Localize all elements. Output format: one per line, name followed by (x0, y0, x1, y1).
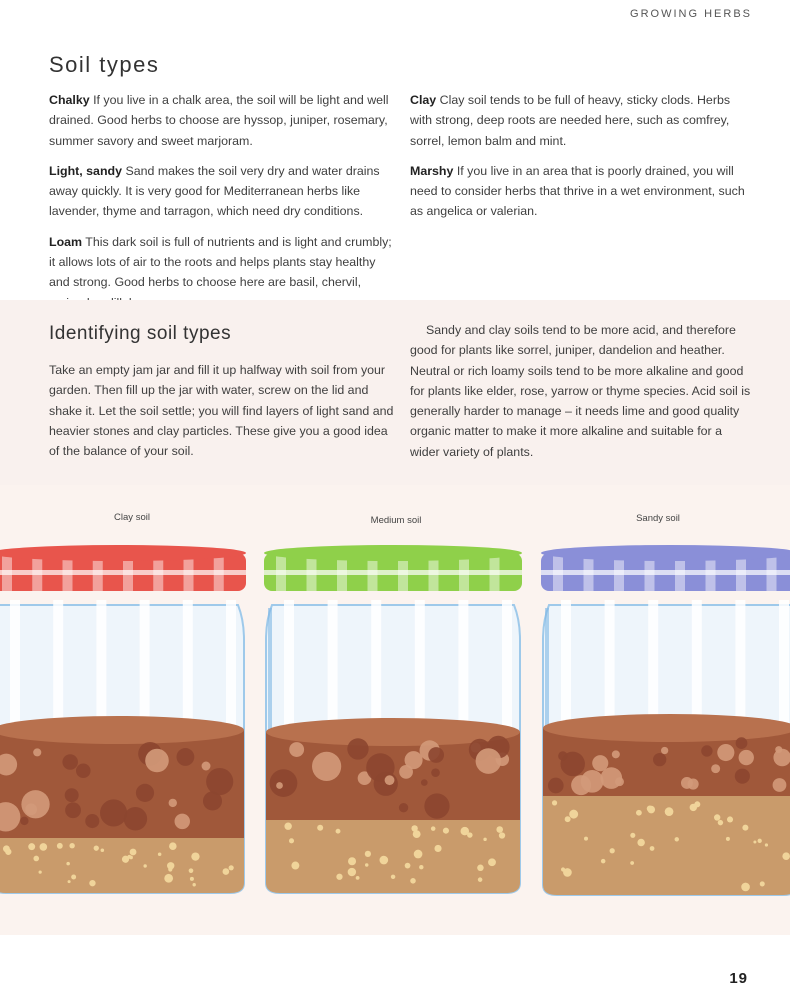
soil-speck (717, 744, 734, 761)
sand-speck (630, 861, 634, 865)
soil-speck (76, 763, 91, 778)
soil-speck (169, 799, 177, 807)
sand-speck (742, 825, 748, 831)
clay-term: Clay (410, 93, 437, 107)
sand-speck (71, 874, 76, 879)
sand-speck (675, 837, 679, 841)
sand-speck (164, 874, 173, 883)
soil-speck (424, 793, 449, 818)
sand-speck (760, 881, 765, 886)
sand-speck (40, 843, 48, 851)
sand-speck (356, 876, 360, 880)
jar-1 (0, 545, 246, 893)
sand-speck (66, 862, 70, 866)
section-title-soil-types: Soil types (49, 52, 160, 77)
sand-speck (727, 816, 733, 822)
soil-speck (347, 738, 368, 759)
sand-speck (563, 868, 572, 877)
glass-highlight (10, 600, 20, 730)
sand-speck (191, 852, 199, 860)
sand-speck (483, 838, 486, 841)
sand-speck (223, 868, 230, 875)
sand-speck (753, 840, 756, 843)
sand-speck (630, 833, 635, 838)
soil-speck (739, 750, 754, 765)
loam-text: This dark soil is full of nutrients and is light and crumbly; it allows lots of air to the roots and helps plants stay healthy and strong. Good herbs to choose here are basil, chervil, (49, 234, 392, 290)
sandy-text: Sand makes the soil very dry and water drains away quickly. It is very good for Mediterranean herbs like lavender, thyme and tarragon, which need dry conditions. (49, 163, 380, 219)
soil-speck (773, 778, 787, 792)
sand-layer (266, 820, 520, 893)
lid-band (0, 570, 246, 575)
sand-speck (143, 864, 146, 867)
soil-speck (65, 802, 81, 818)
sand-speck (89, 880, 95, 886)
sand-speck (690, 804, 697, 811)
soil-speck (399, 803, 408, 812)
soil-speck (421, 779, 428, 786)
sand-speck (317, 825, 323, 831)
sand-speck (94, 845, 99, 850)
sand-speck (758, 839, 762, 843)
identifying-para-2: Sandy and clay soils tend to be more acid, and therefore good for plants like sorrel, juniper, dandelion and heather. Neutral or rich loamy soils tend to be more alkaline and good for plants like elder, rose, yarrow or thyme species. Acid soil is generally harder to manage – it needs lime and good quality organic matter to make it more alkaline and suitable for a wider variety of plants. (410, 323, 751, 459)
sand-speck (57, 843, 63, 849)
sandy-term: Light, sandy (49, 163, 122, 178)
sand-speck (101, 848, 105, 852)
sand-speck (414, 850, 423, 859)
sand-speck (39, 870, 42, 873)
sand-speck (431, 826, 436, 831)
sand-speck (336, 874, 342, 880)
jar-label-medium: Medium soil (370, 515, 422, 526)
sand-speck (229, 865, 234, 870)
chalky-term: Chalky (49, 93, 90, 107)
sand-speck (647, 806, 655, 814)
glass-highlight (561, 600, 571, 728)
glass-highlight (284, 600, 294, 732)
sand-speck (650, 846, 655, 851)
sand-speck (291, 862, 299, 870)
sand-speck (169, 842, 177, 850)
sand-speck (28, 843, 35, 850)
soil-speck (653, 753, 666, 766)
soil-speck (21, 790, 49, 818)
soil-speck (476, 748, 502, 774)
soil-speck (276, 782, 283, 789)
soil-speck (600, 767, 622, 789)
sand-speck (782, 852, 790, 860)
soil-speck (33, 748, 41, 756)
bottom-band (0, 935, 790, 1000)
lid-top (264, 545, 522, 561)
sand-speck (365, 851, 371, 857)
soil-speck (701, 745, 712, 756)
lid-top (0, 545, 246, 561)
soil-speck (65, 788, 79, 802)
lid-top (541, 545, 790, 561)
soil-speck (428, 747, 444, 763)
sand-speck (410, 878, 416, 884)
glass-highlight (140, 600, 150, 730)
sand-speck (33, 856, 39, 862)
running-head: GROWING HERBS (630, 8, 752, 20)
soil-speck (571, 775, 591, 795)
soil-speck (775, 746, 782, 753)
soil-speck (711, 764, 720, 773)
soil-speck (202, 762, 211, 771)
soil-speck (100, 799, 127, 826)
glass-highlight (53, 600, 63, 730)
soil-speck (548, 778, 564, 794)
soil-speck (145, 749, 169, 773)
glass-highlight (648, 600, 658, 728)
identifying-para-1: Take an empty jam jar and fill it up halfway with soil from your garden. Then fill up the jar with water, screw on the lid and shake it. Let the soil settle; you will find layers of light sand and heavier stones and clay particles. These give you a good idea of the balance of your soil. (49, 363, 394, 459)
sand-speck (565, 816, 571, 822)
sand-speck (488, 858, 496, 866)
sand-speck (499, 832, 505, 838)
sand-speck (348, 857, 356, 865)
soil-speck (175, 814, 190, 829)
soil-top (543, 714, 790, 742)
glass-highlight (371, 600, 381, 732)
soil-top (0, 716, 244, 744)
sand-speck (68, 880, 71, 883)
soil-speck (176, 748, 194, 766)
sand-speck (122, 856, 129, 863)
soil-speck (270, 769, 298, 797)
glass-highlight (96, 600, 106, 730)
sand-speck (765, 843, 768, 846)
sand-speck (496, 826, 503, 833)
sand-speck (419, 865, 423, 869)
soil-speck (289, 742, 304, 757)
soil-speck (385, 775, 395, 785)
soil-speck (405, 751, 423, 769)
sand-speck (405, 863, 411, 869)
sand-speck (477, 865, 484, 872)
sand-speck (741, 883, 750, 892)
sand-speck (714, 814, 720, 820)
glass-highlight (415, 600, 425, 732)
soil-speck (558, 751, 567, 760)
sand-speck (365, 863, 368, 866)
sand-speck (158, 852, 162, 856)
sand-speck (411, 825, 417, 831)
jar-2 (264, 545, 522, 893)
soil-speck (124, 807, 148, 831)
marshy-text: If you live in an area that is poorly drained, you will need to consider herbs that thrive in a wet environment, such as angelica or valerian. (410, 163, 745, 219)
loam-term: Loam (49, 234, 83, 249)
sand-speck (189, 868, 194, 873)
soil-speck (661, 747, 668, 754)
soil-speck (136, 784, 154, 802)
soil-speck (688, 779, 699, 790)
sand-speck (69, 843, 74, 848)
sand-speck (601, 859, 606, 864)
sand-speck (348, 868, 356, 876)
sand-speck (130, 849, 137, 856)
jar-3 (541, 545, 790, 895)
lid-band (264, 570, 522, 575)
sand-speck (636, 810, 642, 816)
soil-speck (431, 768, 440, 777)
glass-highlight (779, 600, 789, 728)
jar-label-clay: Clay soil (114, 512, 150, 523)
page-number: 19 (729, 970, 748, 987)
sand-speck (284, 823, 291, 830)
soil-speck (736, 737, 748, 749)
sand-speck (379, 856, 388, 865)
jar-label-sandy: Sandy soil (636, 513, 680, 524)
soil-speck (206, 768, 233, 795)
soil-speck (612, 750, 620, 758)
glass-highlight (328, 600, 338, 732)
sand-speck (3, 845, 10, 852)
glass-highlight (458, 600, 468, 732)
soil-speck (62, 754, 78, 770)
sand-speck (190, 877, 194, 881)
sand-speck (289, 838, 294, 843)
sand-layer (0, 838, 244, 893)
glass-highlight (183, 600, 193, 730)
marshy-term: Marshy (410, 163, 454, 178)
sand-speck (168, 867, 172, 871)
sand-speck (336, 829, 341, 834)
sand-speck (391, 875, 395, 879)
soil-speck (20, 817, 28, 825)
section-title-identifying: Identifying soil types (49, 323, 232, 344)
sand-speck (637, 839, 644, 846)
sand-speck (665, 807, 674, 816)
soil-speck (312, 752, 341, 781)
sand-speck (584, 837, 588, 841)
sand-speck (192, 883, 195, 886)
sand-speck (129, 856, 133, 860)
sand-speck (718, 820, 723, 825)
sand-speck (478, 877, 483, 882)
sand-speck (610, 848, 615, 853)
soil-speck (735, 769, 750, 784)
sand-speck (552, 800, 557, 805)
chalky-text: If you live in a chalk area, the soil will be light and well drained. Good herbs to choose are hyssop, juniper, rosemary, summer savory and sweet marjoram. (49, 93, 389, 148)
lid-band (541, 570, 790, 575)
glass-highlight (502, 600, 512, 732)
glass-highlight (692, 600, 702, 728)
clay-text: Clay soil tends to be full of heavy, sticky clods. Herbs with strong, deep roots are needed here, such as comfrey, sorrel, lemon balm and mint. (410, 93, 731, 148)
glass-highlight (226, 600, 236, 730)
sand-speck (443, 828, 449, 834)
soil-speck (85, 814, 99, 828)
sand-speck (467, 832, 472, 837)
glass-highlight (735, 600, 745, 728)
sand-speck (569, 810, 578, 819)
sand-speck (434, 845, 441, 852)
glass-highlight (605, 600, 615, 728)
sand-speck (726, 837, 730, 841)
